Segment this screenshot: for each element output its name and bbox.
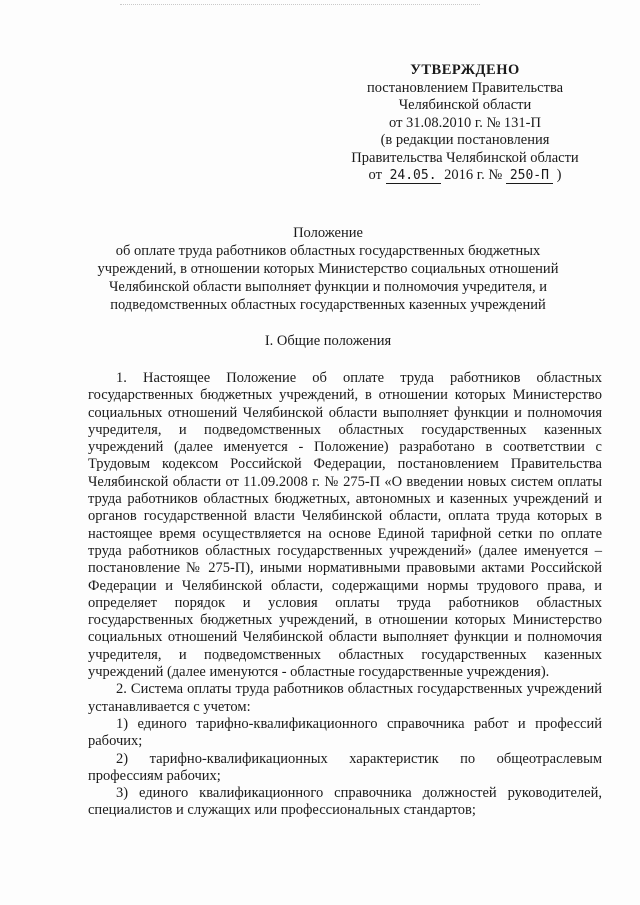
date-suffix: ) <box>556 167 562 183</box>
paragraph: 1) единого тарифно-квалификационного справочника работ и профессий рабочих; <box>88 715 602 750</box>
section-heading: I. Общие положения <box>264 333 392 349</box>
date-prefix: от <box>368 167 382 183</box>
approval-line: Челябинской области <box>398 97 532 113</box>
title-line: Положение <box>293 225 363 241</box>
scan-artifact <box>120 4 480 9</box>
document-body <box>88 370 602 820</box>
approval-line: от 31.08.2010 г. № 131-П <box>389 114 541 131</box>
paragraph: 3) единого квалификационного справочника должностей руководителей, специалистов и служащих или профессиональных стандартов; <box>88 785 602 819</box>
approval-line: (в редакции постановления <box>380 132 550 148</box>
handwritten-number: 250-П <box>506 169 553 184</box>
approval-heading: УТВЕРЖДЕНО <box>410 62 520 78</box>
paragraph: 2) тарифно-квалификационных характеристик по общеотраслевым профессиям рабочих; <box>88 750 602 784</box>
date-year: 2016 г. № <box>444 167 503 183</box>
paragraph: 2. Система оплаты труда работников областных государственных учреждений устанавливается с учетом: <box>88 681 602 715</box>
document-title <box>88 224 568 314</box>
handwritten-date: 24.05. <box>386 169 441 184</box>
title-subtitle: об оплате труда работников областных государственных бюджетных учреждений, в отношении которых Министерство социальных отношений Челябинской области выполняет функции и полномочия учредителя, и подведомственных областных государственных казенных учреждений <box>97 243 559 313</box>
approval-date-line <box>340 167 590 185</box>
approval-line: Правительства Челябинской области <box>351 149 579 166</box>
approval-line: постановлением Правительства <box>366 79 564 96</box>
paragraph: 1. Настоящее Положение об оплате труда работников областных государственных бюджетных учреждений, в отношении которых Министерство социальных отношений Челябинской области выполняет функции и полномочия учредителя, и подведомственных областных государственных казенных учреждений (далее именуется - Положение) разработано в соответствии с Трудовым кодексом Российской Федерации, постановлением Правительства Челябинской области от 11.09.2008 г. № 275-П «О введении новых систем оплаты труда работников областных бюджетных, автономных и казенных учреждений и органов государственной власти Челябинской области, оплата труда которых в настоящее время осуществляется на основе Единой тарифной сетки по оплате труда работников областных государственных учреждений» (далее именуется – постановление № 275-П), иными нормативными правовыми актами Российской Федерации и Челябинской области, содержащими нормы трудового права, и определяет порядок и условия оплаты труда работников областных государственных бюджетных учреждений, в отношении которых Министерство социальных отношений Челябинской области выполняет функции и полномочия учредителя, и подведомственных областных государственных казенных учреждений (далее именуются - областные государственные учреждения). <box>88 370 602 681</box>
approval-stamp-block <box>340 62 590 185</box>
